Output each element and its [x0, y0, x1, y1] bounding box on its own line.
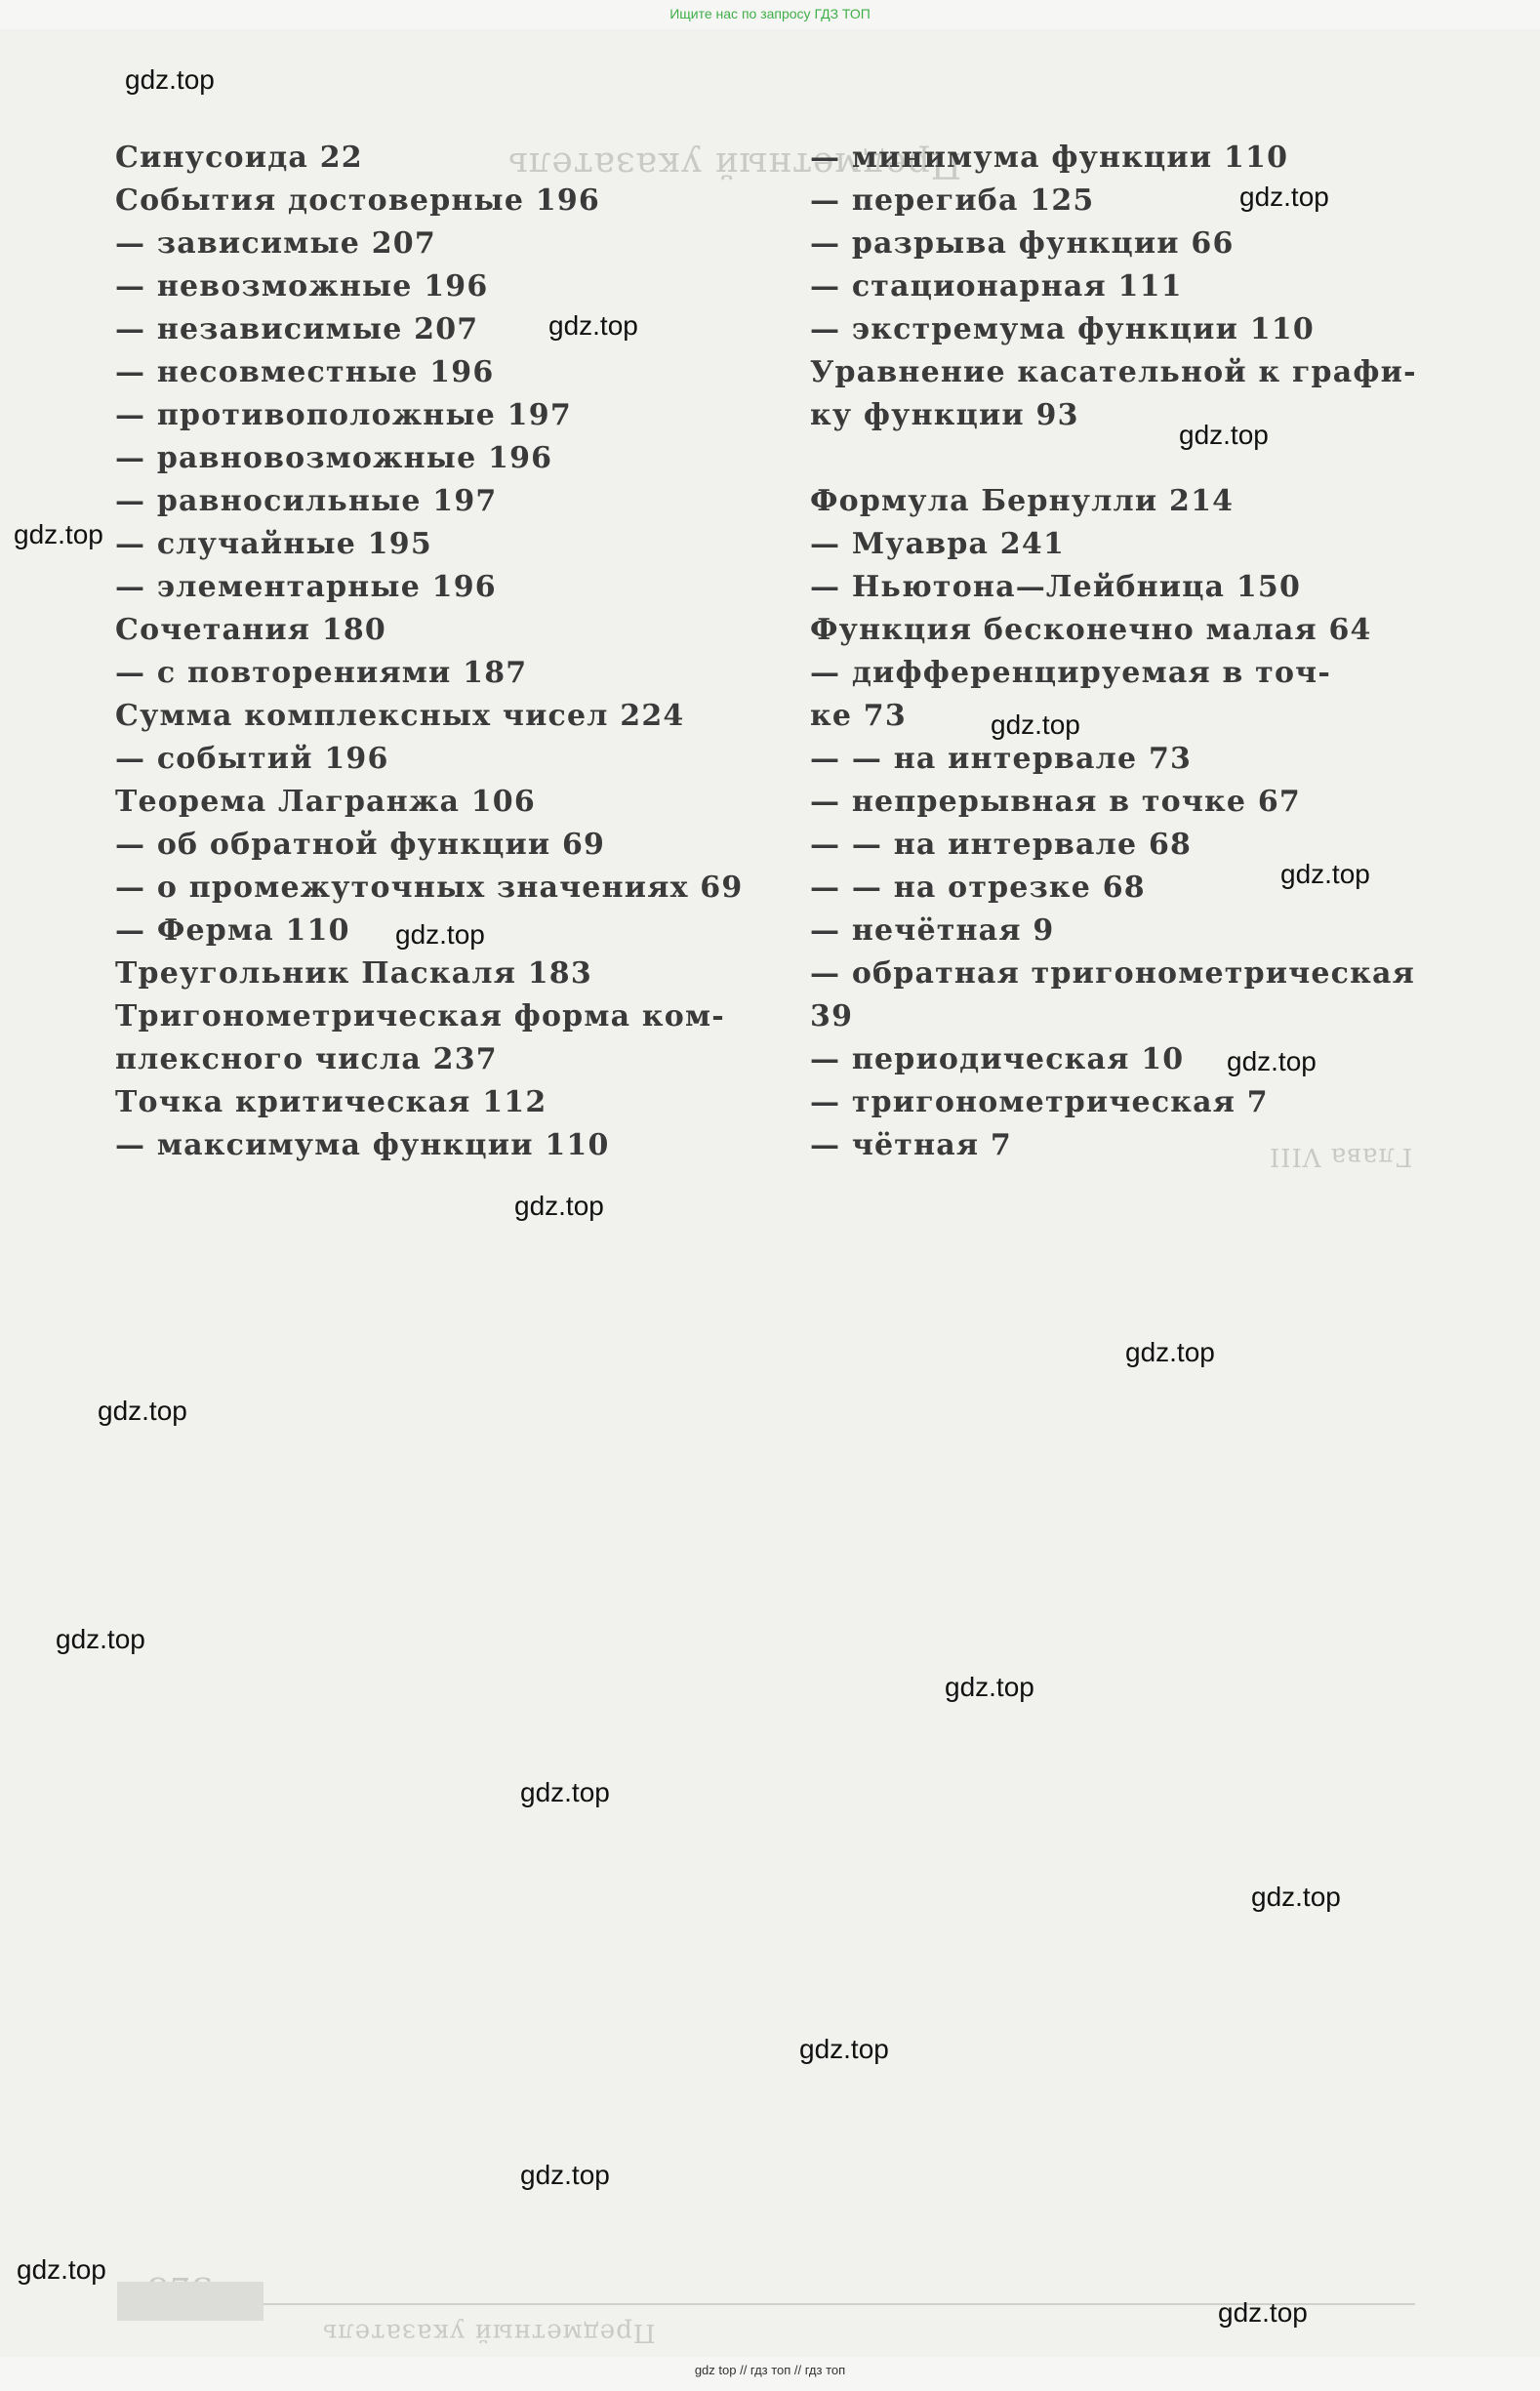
watermark: gdz.top — [1227, 1046, 1317, 1076]
ghost-running-footer: Предметный указатель — [322, 2318, 656, 2347]
index-entry: — нечётная 9 — [810, 913, 1055, 948]
index-entry: Сумма комплексных чисел 224 — [115, 699, 685, 733]
index-entry: — разрыва функции 66 — [810, 226, 1235, 261]
index-entry: Уравнение касательной к графи- — [810, 355, 1417, 389]
index-entry: — об обратной функции 69 — [115, 828, 606, 862]
watermark: gdz.top — [395, 919, 485, 950]
index-entry: — перегиба 125 — [810, 183, 1095, 218]
index-entry: — — на интервале 68 — [810, 828, 1193, 862]
index-entry: — дифференцируемая в точ- — [810, 656, 1331, 690]
watermark: gdz.top — [945, 1672, 1034, 1702]
watermark: gdz.top — [1179, 420, 1269, 450]
index-right-column — [810, 137, 1417, 1167]
watermark: gdz.top — [514, 1191, 604, 1221]
index-entry: Формула Бернулли 214 — [810, 484, 1235, 518]
watermark: gdz.top — [98, 1396, 187, 1426]
index-entry: — с повторениями 187 — [115, 656, 528, 690]
index-entry: — тригонометрическая 7 — [810, 1085, 1269, 1119]
index-entry-spacer — [810, 437, 1417, 480]
watermark: gdz.top — [520, 1777, 610, 1807]
index-entry: ке 73 — [810, 699, 907, 733]
index-entry: — стационарная 111 — [810, 269, 1183, 304]
index-entry: — равновозможные 196 — [115, 441, 553, 475]
watermark: gdz.top — [799, 2034, 889, 2064]
bottom-footer: gdz top // гдз топ // гдз топ — [694, 2363, 846, 2377]
index-entry: Функция бесконечно малая 64 — [810, 613, 1372, 647]
watermark: gdz.top — [1125, 1337, 1215, 1367]
ghost-heading: Предметный указатель — [507, 144, 962, 184]
index-entry: — несовместные 196 — [115, 355, 495, 389]
top-banner: Ищите нас по запросу ГДЗ ТОП — [669, 6, 871, 21]
index-entry: — — на отрезке 68 — [810, 871, 1146, 905]
index-entry: — обратная тригонометрическая — [810, 956, 1415, 991]
index-entry: — Ньютона—Лейбница 150 — [810, 570, 1302, 604]
watermark: gdz.top — [17, 2254, 106, 2285]
index-entry: — случайные 195 — [115, 527, 432, 561]
index-entry: Тригонометрическая форма ком- — [115, 999, 725, 1033]
watermark: gdz.top — [1251, 1882, 1341, 1912]
index-entry: — зависимые 207 — [115, 226, 436, 261]
index-entry: — Ферма 110 — [115, 913, 350, 948]
index-entry: — независимые 207 — [115, 312, 479, 346]
index-entry: — невозможные 196 — [115, 269, 489, 304]
index-entry: — непрерывная в точке 67 — [810, 785, 1301, 819]
watermark: gdz.top — [1218, 2297, 1308, 2328]
index-entry: — периодическая 10 — [810, 1042, 1185, 1076]
watermark: gdz.top — [14, 519, 103, 549]
index-entry: — чётная 7 — [810, 1128, 1012, 1162]
watermark: gdz.top — [520, 2160, 610, 2190]
watermark: gdz.top — [991, 709, 1080, 740]
index-entry: — событий 196 — [115, 742, 389, 776]
index-entry: Синусоида 22 — [115, 141, 363, 175]
index-entry: — элементарные 196 — [115, 570, 497, 604]
index-entry: — — на интервале 73 — [810, 742, 1193, 776]
index-entry: Треугольник Паскаля 183 — [115, 956, 592, 991]
ghost-chapter: Глава VIII — [1269, 1142, 1413, 1171]
watermark: gdz.top — [1239, 182, 1329, 212]
index-entry: — равносильные 197 — [115, 484, 498, 518]
index-entry: Теорема Лагранжа 106 — [115, 785, 536, 819]
index-entry: События достоверные 196 — [115, 183, 600, 218]
watermark: gdz.top — [548, 310, 638, 341]
index-entry: — максимума функции 110 — [115, 1128, 610, 1162]
index-entry: Сочетания 180 — [115, 613, 386, 647]
index-entry: — экстремума функции 110 — [810, 312, 1315, 346]
index-entry: — Муавра 241 — [810, 527, 1066, 561]
watermark: gdz.top — [1280, 859, 1370, 889]
ghost-page-box — [117, 2282, 263, 2321]
index-entry: плексного числа 237 — [115, 1042, 498, 1076]
index-left-column — [115, 137, 743, 1167]
index-entry: — о промежуточных значениях 69 — [115, 871, 744, 905]
index-entry: 39 — [810, 999, 854, 1033]
index-entry: — минимума функции 110 — [810, 141, 1289, 175]
index-entry: Точка критическая 112 — [115, 1085, 547, 1119]
watermark: gdz.top — [56, 1624, 145, 1654]
watermark: gdz.top — [125, 64, 215, 95]
index-entry: ку функции 93 — [810, 398, 1079, 432]
index-entry: — противоположные 197 — [115, 398, 572, 432]
